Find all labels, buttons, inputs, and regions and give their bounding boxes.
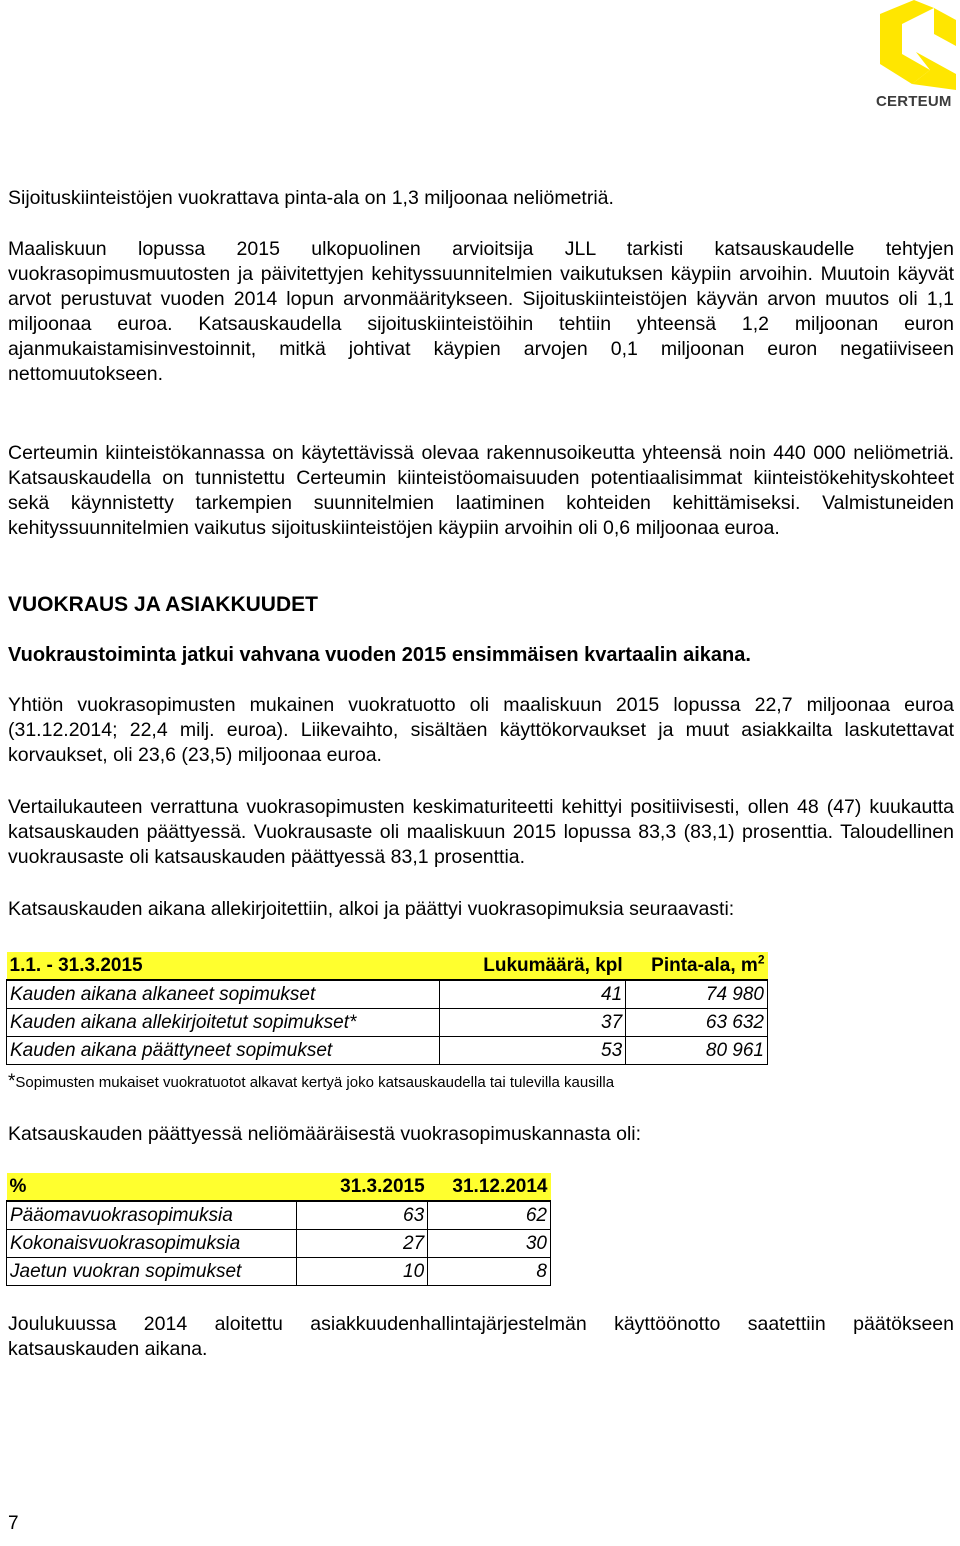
paragraph-table2-intro: Katsauskauden päättyessä neliömääräisestä vuokrasopimuskannasta oli: [8, 1123, 642, 1145]
table-row: Kauden aikana alkaneet sopimukset 41 74 980 [7, 980, 768, 1009]
table-header-percent: % [7, 1173, 297, 1201]
page-number: 7 [8, 1513, 19, 1534]
leases-table-header [7, 952, 768, 980]
lease-structure-table [6, 1173, 551, 1286]
table-row: Kauden aikana päättyneet sopimukset 53 80 961 [7, 1037, 768, 1065]
paragraph-crm: Joulukuussa 2014 aloitettu asiakkuudenhallintajärjestelmän käyttöönotto saatettiin päätökseen katsauskauden aikana. [8, 1313, 954, 1360]
section-heading: VUOKRAUS JA ASIAKKUUDET [8, 593, 318, 616]
brand-name: CERTEUM [876, 93, 952, 110]
paragraph-valuation: Maaliskuun lopussa 2015 ulkopuolinen arvioitsija JLL tarkisti katsauskaudelle tehtyjen vuokrasopimusmuutosten ja päivitettyjen kehityssuunnitelmien vaikutuksen käypiin arvoihin. Muutoin käyvät arvot perustuvat vuoden 2014 lopun arvonmääritykseen. Sijoituskiinteistöjen käyvän arvon muutos oli 1,1 miljoonaa euroa. Katsauskaudella sijoituskiinteistöihin tehtiin yhteensä 1,2 miljoonan euron ajanmukaistamisinvestoinnit, mitkä johtivat käypien arvojen 0,1 miljoonan euron negatiiviseen nettomuutokseen. [8, 238, 954, 385]
table-header-date2: 31.12.2014 [428, 1173, 551, 1201]
subheading: Vuokraustoiminta jatkui vahvana vuoden 2015 ensimmäisen kvartaalin aikana. [8, 644, 751, 666]
paragraph-building-rights: Certeumin kiinteistökannassa on käytettävissä olevaa rakennusoikeutta yhteensä noin 440 000 neliömetriä. Katsauskaudella on tunnistettu Certeumin kiinteistöomaisuuden potentiaalisimmat kiinteistökehityskohteet sekä käynnistetty tarkempien suunnitelmien laatiminen kohteiden kehittämiseksi. Valmistuneiden kehityssuunnitelmien vaikutus sijoituskiinteistöjen käypiin arvoihin oli 0,6 miljoonaa euroa. [8, 442, 954, 539]
table-header-count: Lukumäärä, kpl [440, 952, 626, 980]
table-row: Jaetun vuokran sopimukset 10 8 [7, 1258, 551, 1286]
footnote: *Sopimusten mukaiset vuokratuotot alkavat kertyä joko katsauskaudella tai tulevilla kausilla [8, 1071, 615, 1092]
table-header-date1: 31.3.2015 [296, 1173, 428, 1201]
paragraph-maturity: Vertailukauteen verrattuna vuokrasopimusten keskimaturiteetti kehittyi positiivisesti, ollen 48 (47) kuukautta katsauskauden päättyessä. Vuokrausaste oli maaliskuun 2015 lopussa 83,3 (83,1) prosenttia. Taloudellinen vuokrausaste oli katsauskauden päättyessä 83,1 prosenttia. [8, 796, 954, 868]
lease-structure-header [7, 1173, 551, 1201]
table-header-period: 1.1. - 31.3.2015 [7, 952, 440, 980]
table-row: Kauden aikana allekirjoitetut sopimukset* 37 63 632 [7, 1009, 768, 1037]
paragraph-area: Sijoituskiinteistöjen vuokrattava pinta-ala on 1,3 miljoonaa neliömetriä. [8, 187, 614, 209]
paragraph-table1-intro: Katsauskauden aikana allekirjoitettiin, alkoi ja päättyi vuokrasopimuksia seuraavasti: [8, 898, 735, 920]
table-row: Kokonaisvuokrasopimuksia 27 30 [7, 1230, 551, 1258]
table-header-area: Pinta-ala, $m^2$ [626, 952, 768, 980]
table-row: Pääomavuokrasopimuksia 63 62 [7, 1201, 551, 1230]
leases-table [6, 952, 768, 1065]
paragraph-rental-income: Yhtiön vuokrasopimusten mukainen vuokratuotto oli maaliskuun 2015 lopussa 22,7 miljoonaa euroa (31.12.2014; 22,4 milj. euroa). Liikevaihto, sisältäen käyttökorvaukset ja muut asiakkailta laskutettavat korvaukset, oli 23,6 (23,5) miljoonaa euroa. [8, 694, 954, 766]
